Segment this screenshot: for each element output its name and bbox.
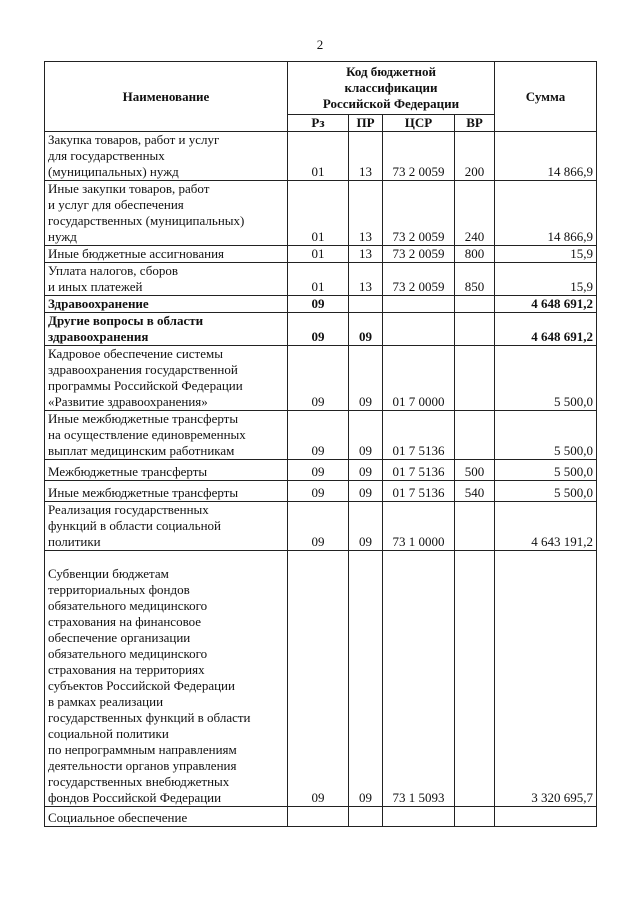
row-pr-cell: 09	[349, 460, 383, 481]
row-sum-cell: 5 500,0	[495, 346, 597, 411]
row-pr-cell: 09	[349, 551, 383, 807]
row-rz-cell: 09	[288, 346, 349, 411]
row-csr-cell	[383, 807, 455, 827]
row-pr-cell: 13	[349, 132, 383, 181]
row-pr-cell: 09	[349, 502, 383, 551]
row-rz-cell: 09	[288, 481, 349, 502]
table-row	[45, 263, 597, 296]
row-sum-cell: 4 643 191,2	[495, 502, 597, 551]
row-sum-cell: 14 866,9	[495, 132, 597, 181]
row-name-cell: Кадровое обеспечение системы здравоохранения государственной программы Российской Федерации «Развитие здравоохранения»	[45, 346, 288, 411]
row-vr-cell: 240	[455, 181, 495, 246]
row-vr-cell	[455, 411, 495, 460]
row-pr-cell	[349, 807, 383, 827]
row-pr-cell: 09	[349, 411, 383, 460]
table-body	[45, 132, 597, 827]
row-csr-cell: 73 2 0059	[383, 132, 455, 181]
row-sum-cell: 4 648 691,2	[495, 296, 597, 313]
table-row	[45, 313, 597, 346]
row-vr-cell	[455, 296, 495, 313]
table-row	[45, 346, 597, 411]
row-rz-cell: 01	[288, 263, 349, 296]
header-name: Наименование	[45, 62, 288, 132]
header-pr: ПР	[349, 115, 383, 132]
row-vr-cell: 540	[455, 481, 495, 502]
row-csr-cell: 73 2 0059	[383, 246, 455, 263]
row-csr-cell: 01 7 0000	[383, 346, 455, 411]
row-rz-cell: 01	[288, 132, 349, 181]
table-row	[45, 460, 597, 481]
row-name-cell: Иные бюджетные ассигнования	[45, 246, 288, 263]
table-row	[45, 551, 597, 807]
row-rz-cell: 09	[288, 551, 349, 807]
row-sum-cell: 15,9	[495, 246, 597, 263]
row-rz-cell: 01	[288, 181, 349, 246]
row-name-cell: Субвенции бюджетам территориальных фондов обязательного медицинского страхования на финансовое обеспечение организации обязательного медицинского страхования на территориях субъектов Российской Федерации в рамках реализации государственных функций в области социальной политики по непрограммным направлениям деятельности органов управления государственных внебюджетных фондов Российской Федерации	[45, 551, 288, 807]
row-sum-cell: 5 500,0	[495, 460, 597, 481]
row-rz-cell: 09	[288, 411, 349, 460]
row-sum-cell: 5 500,0	[495, 411, 597, 460]
row-rz-cell: 09	[288, 296, 349, 313]
row-rz-cell: 09	[288, 460, 349, 481]
row-name-cell: Иные межбюджетные трансферты на осуществление единовременных выплат медицинским работникам	[45, 411, 288, 460]
row-sum-cell: 3 320 695,7	[495, 551, 597, 807]
row-csr-cell: 01 7 5136	[383, 460, 455, 481]
row-vr-cell: 500	[455, 460, 495, 481]
row-rz-cell: 09	[288, 313, 349, 346]
row-sum-cell: 4 648 691,2	[495, 313, 597, 346]
row-csr-cell: 73 1 5093	[383, 551, 455, 807]
row-name-cell: Уплата налогов, сборов и иных платежей	[45, 263, 288, 296]
row-sum-cell	[495, 807, 597, 827]
row-vr-cell: 200	[455, 132, 495, 181]
row-pr-cell: 13	[349, 246, 383, 263]
row-rz-cell	[288, 807, 349, 827]
header-csr: ЦСР	[383, 115, 455, 132]
row-vr-cell	[455, 313, 495, 346]
row-pr-cell: 09	[349, 313, 383, 346]
row-vr-cell	[455, 551, 495, 807]
row-name-cell: Межбюджетные трансферты	[45, 460, 288, 481]
row-name-cell: Социальное обеспечение	[45, 807, 288, 827]
row-vr-cell	[455, 807, 495, 827]
header-rz: Рз	[288, 115, 349, 132]
row-vr-cell: 800	[455, 246, 495, 263]
row-name-cell: Закупка товаров, работ и услуг для государственных (муниципальных) нужд	[45, 132, 288, 181]
row-name-cell: Другие вопросы в области здравоохранения	[45, 313, 288, 346]
row-pr-cell: 09	[349, 346, 383, 411]
row-name-cell: Иные закупки товаров, работ и услуг для обеспечения государственных (муниципальных) нужд	[45, 181, 288, 246]
budget-table	[44, 61, 597, 827]
row-vr-cell: 850	[455, 263, 495, 296]
row-csr-cell: 73 1 0000	[383, 502, 455, 551]
row-sum-cell: 5 500,0	[495, 481, 597, 502]
row-rz-cell: 09	[288, 502, 349, 551]
header-vr: ВР	[455, 115, 495, 132]
table-row	[45, 246, 597, 263]
header-sum: Сумма	[495, 62, 597, 132]
table-row	[45, 132, 597, 181]
header-code-group: Код бюджетной классификации Российской Федерации	[288, 62, 495, 115]
row-csr-cell	[383, 313, 455, 346]
row-csr-cell: 01 7 5136	[383, 411, 455, 460]
row-vr-cell	[455, 346, 495, 411]
row-rz-cell: 01	[288, 246, 349, 263]
row-pr-cell: 13	[349, 263, 383, 296]
table-row	[45, 411, 597, 460]
row-name-cell: Иные межбюджетные трансферты	[45, 481, 288, 502]
row-name-cell: Здравоохранение	[45, 296, 288, 313]
table-row	[45, 502, 597, 551]
row-pr-cell: 13	[349, 181, 383, 246]
row-pr-cell	[349, 296, 383, 313]
table-row	[45, 481, 597, 502]
row-pr-cell: 09	[349, 481, 383, 502]
row-vr-cell	[455, 502, 495, 551]
row-sum-cell: 15,9	[495, 263, 597, 296]
row-sum-cell: 14 866,9	[495, 181, 597, 246]
row-name-cell: Реализация государственных функций в области социальной политики	[45, 502, 288, 551]
table-row	[45, 807, 597, 827]
row-csr-cell: 73 2 0059	[383, 263, 455, 296]
page-number: 2	[316, 37, 324, 52]
row-csr-cell: 01 7 5136	[383, 481, 455, 502]
table-row	[45, 181, 597, 246]
row-csr-cell	[383, 296, 455, 313]
table-row	[45, 296, 597, 313]
row-csr-cell: 73 2 0059	[383, 181, 455, 246]
